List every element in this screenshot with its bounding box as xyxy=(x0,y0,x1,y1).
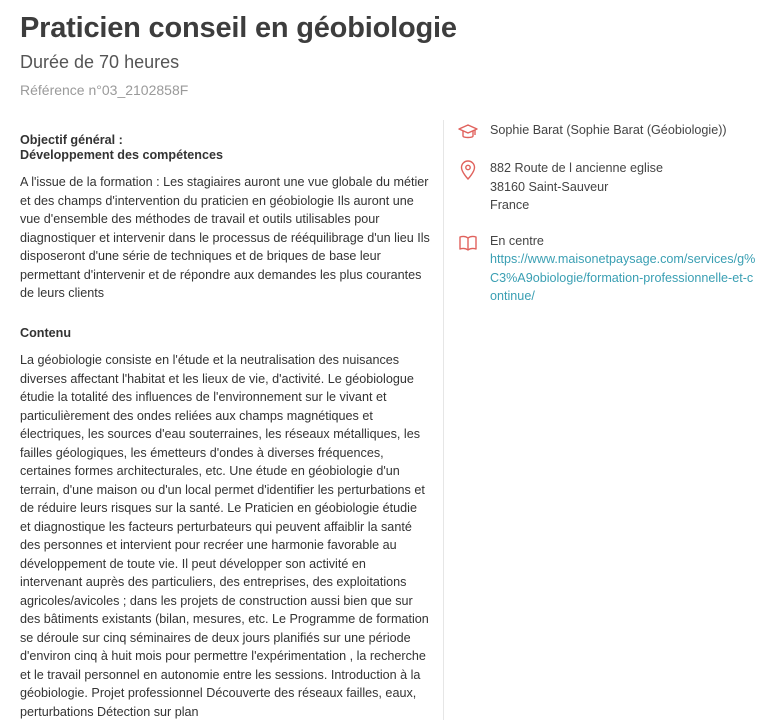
course-description xyxy=(20,133,430,721)
website-link[interactable]: https://www.maisonetpaysage.com/services/g%C3%A9obiologie/formation-professionnelle-et-continue/ xyxy=(490,252,756,303)
course-reference: Référence n°03_2102858F xyxy=(20,82,189,98)
organization-name: Sophie Barat (Sophie Barat (Géobiologie)) xyxy=(490,123,727,137)
objectives-heading-line1: Objectif général : xyxy=(20,133,123,147)
mode-block xyxy=(458,232,758,306)
book-icon xyxy=(458,233,478,253)
contenu-heading: Contenu xyxy=(20,325,72,340)
course-duration: Durée de 70 heures xyxy=(20,52,180,72)
objectives-heading-line2: Développement des compétences xyxy=(20,147,223,162)
address-block xyxy=(458,159,758,215)
address-line-1: 882 Route de l ancienne eglise xyxy=(490,161,663,175)
training-mode: En centre xyxy=(490,233,544,248)
objectives-text: A l'issue de la formation : Les stagiaires auront une vue globale du métier et des champs d'intervention du praticien en géobiologie Ils auront une vue d'ensemble des méthodes de travail et outils utilisables pour diagnostiquer et intervenir dans le processus de rééquilibrage d'un lieu Ils disposeront d'une série de techniques et de briques de base leur permettant d'intervenir et de répondre aux demandes les plus courantes de leurs clients xyxy=(20,175,430,300)
address-line-2: 38160 Saint-Sauveur xyxy=(490,179,609,194)
organization-block xyxy=(458,121,758,142)
objectives-heading xyxy=(20,133,430,162)
map-pin-icon xyxy=(458,160,478,180)
graduation-cap-icon xyxy=(458,122,478,142)
course-sidebar xyxy=(458,121,758,323)
page-title: Praticien conseil en géobiologie xyxy=(20,12,457,44)
contenu-text: La géobiologie consiste en l'étude et la neutralisation des nuisances diverses affectant l'habitat et les lieux de vie, d'activité. Le géobiologue étudie la totalité des influences de l'environnement sur le vivant et particulièrement des ondes reliées aux champs magnétiques et électriques, les sources d'eau souterraines, les réseaux métalliques, les failles géologiques, les émetteurs d'ondes à diverses fréquences, certaines formes architecturales, etc. Une étude en géobiologie d'un terrain, d'une maison ou d'un local permet d'identifier les perturbations et de réduire leurs risques sur la santé. Le Praticien en géobiologie étudie et diagnostique les facteurs perturbateurs qui peuvent affaiblir la santé des personnes et intervient pour recréer une harmonie favorable au développement de toute vie. Il peut développer son activité en intervenant auprès des particuliers, des entreprises, des exploitations agricoles/avicoles ; dans les projets de construction aussi bien que sur des bâtiments existants (bilan, mesures, etc. Le Programme de formation se déroule sur cinq séminaires de deux jours planifiés sur une période d'environ cinq à huit mois pour permettre l'expérimentation , la recherche et le travail personnel en autonomie entre les sessions. Introduction à la géobiologie. Projet professionnel Découverte des réseaux failles, eaux, perturbations Détection sur plan xyxy=(20,353,429,719)
column-divider xyxy=(443,120,444,720)
address-line-3: France xyxy=(490,198,530,212)
